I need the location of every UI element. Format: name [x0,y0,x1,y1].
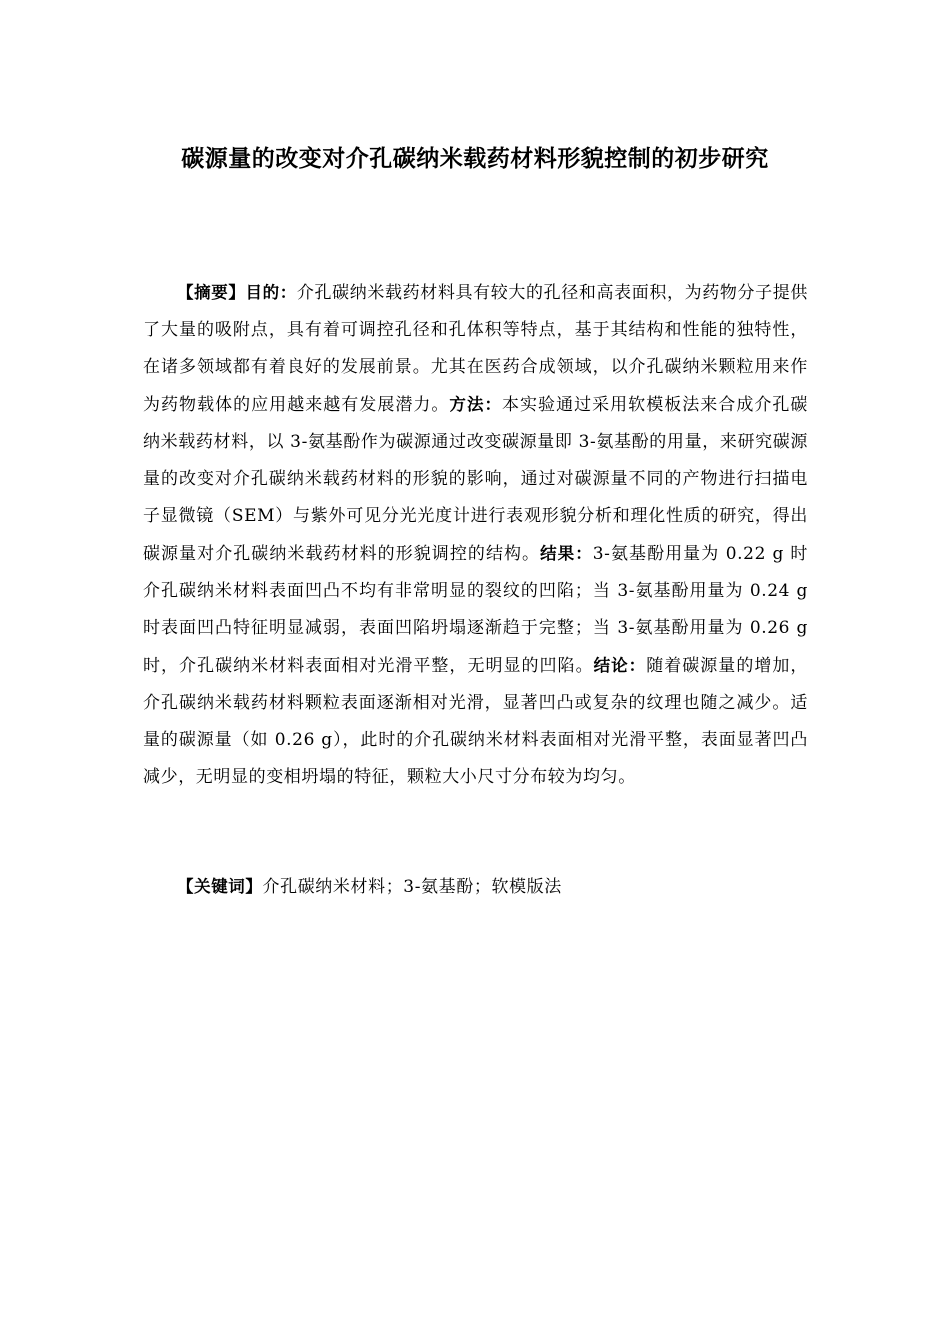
keywords-paragraph [143,868,808,906]
keywords-text: 介孔碳纳米材料；3-氨基酚；软模版法 [262,877,562,897]
paper-title: 碳源量的改变对介孔碳纳米载药材料形貌控制的初步研究 [181,146,769,172]
abstract-label: 【摘要】 [177,283,246,302]
purpose-text: 介孔碳纳米载药材料具有较大的孔径和高表面积，为药物分子提供了大量的吸附点，具有着可调控孔径和孔体积等特点，基于其结构和性能的独特性，在诸多领域都有着良好的发展前景。尤其在医药合成领域，以介孔碳纳米颗粒用来作为药物载体的应用越来越有发展潜力。 [143,283,808,415]
abstract-paragraph [143,274,808,796]
result-label: 结果： [540,544,593,563]
method-label: 方法： [449,395,502,414]
purpose-label: 目的： [245,283,297,302]
conclusion-text: 随着碳源量的增加，介孔碳纳米载药材料颗粒表面逐渐相对光滑，显著凹凸或复杂的纹理也随之减少。适量的碳源量（如 0.26 g），此时的介孔碳纳米材料表面相对光滑平整，表面显著凹凸减少，无明显的变相坍塌的特征，颗粒大小尺寸分布较为均匀。 [143,656,808,787]
conclusion-label: 结论： [593,656,647,675]
method-text: 本实验通过采用软模板法来合成介孔碳纳米载药材料，以 3-氨基酚作为碳源通过改变碳源量即 3-氨基酚的用量，来研究碳源量的改变对介孔碳纳米载药材料的形貌的影响，通过对碳源量不同的产物进行扫描电子显微镜（SEM）与紫外可见分光光度计进行表观形貌分析和理化性质的研究，得出碳源量对介孔碳纳米载药材料的形貌调控的结构。 [143,395,808,564]
keywords-label: 【关键词】 [177,877,263,896]
result-text: 3-氨基酚用量为 0.22 g 时介孔碳纳米材料表面凹凸不均有非常明显的裂纹的凹陷；当 3-氨基酚用量为 0.24 g 时表面凹凸特征明显减弱，表面凹陷坍塌逐渐趋于完整；当 3-氨基酚用量为 0.26 g 时，介孔碳纳米材料表面相对光滑平整，无明显的凹陷。 [143,544,808,676]
